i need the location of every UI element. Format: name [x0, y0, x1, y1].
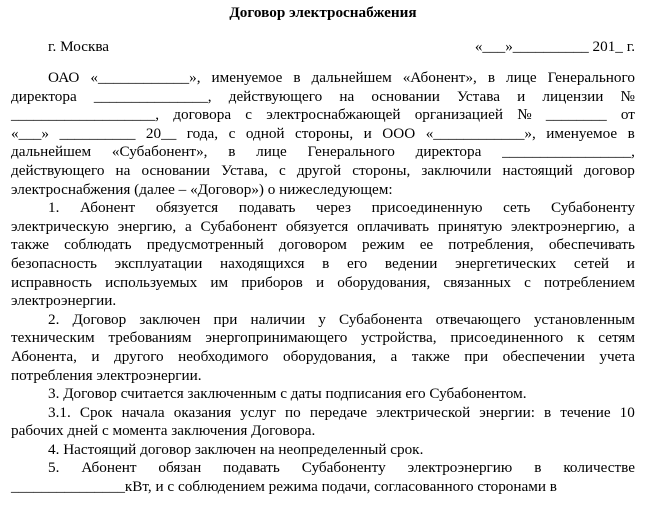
paragraph-line: 4. Настоящий договор заключен на неопределенный срок. — [48, 440, 424, 458]
paragraph-p5 — [11, 459, 635, 496]
paragraph-line: электроэнергии. — [11, 292, 117, 310]
document-title: Договор электроснабжения — [229, 4, 417, 21]
paragraph-line: 5. Абонент обязан подавать Субабоненту электроэнергию в количестве — [48, 459, 635, 477]
paragraph-line: 2. Договор заключен при наличии у Субабонента отвечающего установленным — [48, 310, 635, 328]
date-field: «___»__________ 201_ г. — [474, 38, 635, 55]
paragraph-p4 — [11, 441, 635, 460]
paragraph-line: директора _______________, действующего на основании Устава и лицензии № — [11, 87, 635, 105]
paragraph-line: 3.1. Срок начала оказания услуг по передаче электрической энергии: в течение 10 — [48, 403, 635, 421]
paragraph-line: действующего на основании Устава, с другой стороны, заключили настоящий договор — [11, 161, 635, 179]
paragraph-line: электрическую энергию, а Субабонент обязуется оплачивать принятую электроэнергию, а — [11, 217, 635, 235]
paragraph-p2 — [11, 311, 635, 385]
paragraph-line: исправность используемых им приборов и оборудования, связанных с потреблением — [11, 273, 635, 291]
document-body — [11, 69, 635, 497]
paragraph-line: ___________________, договора с электроснабжающей организацией № ________ от — [11, 106, 635, 124]
paragraph-line: 3. Договор считается заключенным с даты подписания его Субабонентом. — [48, 385, 527, 403]
paragraph-line: потребления электроэнергии. — [11, 366, 202, 384]
paragraph-preamble — [11, 69, 635, 199]
paragraph-line: ОАО «____________», именуемое в дальнейшем «Абонент», в лице Генерального — [48, 69, 635, 86]
paragraph-line: Абонента, и другого необходимого оборудования, а также при обеспечении учета — [11, 347, 635, 365]
paragraph-line: 1. Абонент обязуется подавать через присоединенную сеть Субабоненту — [48, 199, 635, 217]
paragraph-p3_1 — [11, 404, 635, 441]
city-label: г. Москва — [48, 38, 110, 55]
paragraph-line: электроснабжения (далее – «Договор») о нижеследующем: — [11, 180, 393, 198]
paragraph-line: рабочих дней с момента заключения Договора. — [11, 422, 316, 440]
paragraph-line: также соблюдать предусмотренный договором режим ее потребления, обеспечивать — [11, 236, 635, 254]
paragraph-p3 — [11, 385, 635, 404]
paragraph-p1 — [11, 199, 635, 311]
paragraph-line: техническим требованиям энергопринимающего устройства, присоединенного к сетям — [11, 329, 635, 347]
paragraph-line: _______________кВт, и с соблюдением режима подачи, согласованного сторонами в — [11, 478, 557, 496]
paragraph-line: безопасность эксплуатации находящихся в его ведении энергетических сетей и — [11, 254, 635, 272]
paragraph-line: «___» __________ 20__ года, с одной стороны, и ООО «____________», именуемое в — [11, 124, 635, 142]
paragraph-line: дальнейшем «Субабонент», в лице Генерального директора _________________, — [11, 143, 635, 161]
